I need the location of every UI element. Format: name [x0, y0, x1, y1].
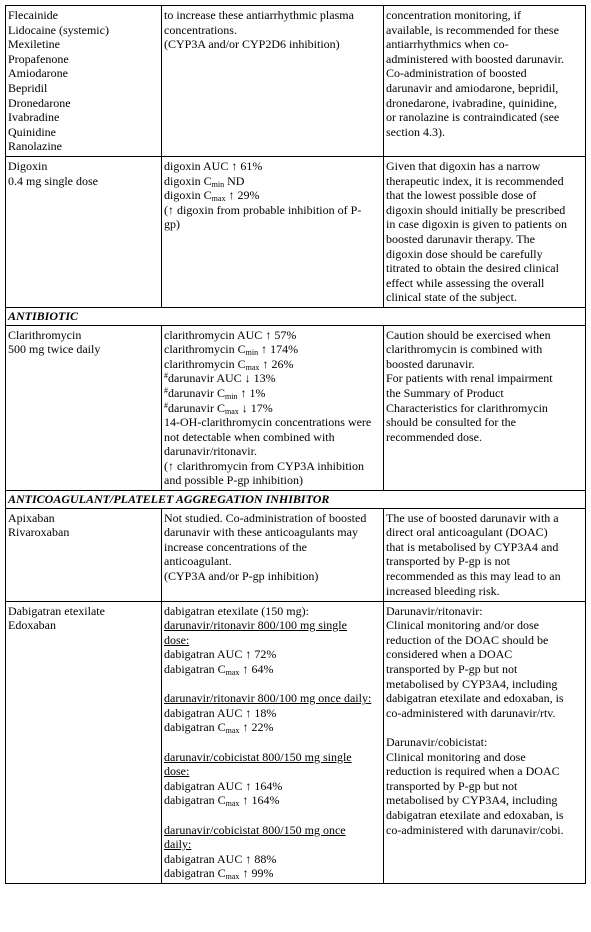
effect-text: #darunavir $C_{min}$ ↑ 1% — [164, 385, 266, 401]
section-header-antibiotic: ANTIBIOTIC — [6, 307, 586, 325]
drug-dose: 500 mg twice daily — [8, 342, 101, 357]
section-header-anticoagulant: ANTICOAGULANT/PLATELET AGGREGATION INHIBITOR — [6, 491, 586, 509]
effect-text: dabigatran AUC ↑ 72% — [164, 647, 277, 662]
drug-name: Edoxaban — [8, 618, 56, 633]
recommendation-text: boosted darunavir. — [386, 356, 475, 371]
effect-text: digoxin $C_{min}$ ND — [164, 173, 245, 189]
recommendation-text: Darunavir/cobicistat: — [386, 735, 488, 749]
drug-name: Flecainide — [8, 8, 58, 22]
drug-name: Digoxin — [8, 159, 48, 173]
recommendation-text: For patients with renal impairment — [386, 371, 553, 386]
regimen-heading: dose: — [164, 632, 190, 647]
effect-text: 14-OH-clarithromycin concentrations were — [164, 415, 372, 430]
recommendation-cell — [384, 6, 586, 157]
recommendation-text: administered with boosted darunavir. — [386, 51, 564, 66]
drug-name: Amiodarone — [8, 66, 68, 81]
effect-text: clarithromycin $C_{max}$ ↑ 26% — [164, 356, 294, 372]
effect-text: dabigatran AUC ↑ 88% — [164, 851, 277, 866]
effect-text: concentrations. — [164, 22, 237, 37]
recommendation-text: recommended dose. — [386, 429, 482, 444]
recommendation-text: titrated to obtain the desired clinical — [386, 261, 559, 276]
recommendation-text: transported by P-gp but not — [386, 778, 518, 793]
drug-name: Ivabradine — [8, 110, 60, 125]
drug-name: Rivaroxaban — [8, 525, 70, 540]
recommendation-text: direct oral anticoagulant (DOAC) — [386, 525, 548, 540]
effect-cell — [162, 157, 384, 308]
effect-text: digoxin AUC ↑ 61% — [164, 159, 263, 173]
effect-cell — [162, 508, 384, 601]
recommendation-text: in case digoxin is given to patients on — [386, 217, 567, 232]
recommendation-text: Given that digoxin has a narrow — [386, 159, 541, 173]
effect-cell — [162, 325, 384, 491]
effect-text: anticoagulant. — [164, 554, 232, 569]
drug-name: Lidocaine (systemic) — [8, 22, 109, 37]
effect-text: Not studied. Co-administration of boosted — [164, 510, 367, 525]
effect-text: darunavir with these anticoagulants may — [164, 525, 358, 540]
effect-text: #darunavir $C_{max}$ ↓ 17% — [164, 400, 273, 416]
recommendation-text: section 4.3). — [386, 124, 445, 139]
drug-cell — [6, 6, 162, 157]
regimen-heading: darunavir/cobicistat 800/150 mg once — [164, 822, 346, 837]
drug-cell — [6, 508, 162, 601]
spacer — [386, 720, 583, 735]
recommendation-text: digoxin should initially be prescribed — [386, 202, 566, 217]
effect-text: clarithromycin $C_{min}$ ↑ 174% — [164, 342, 299, 358]
drug-cell — [6, 601, 162, 883]
table-row-section-header — [6, 491, 586, 509]
table-row-clarithromycin — [6, 325, 586, 491]
recommendation-text: dabigatran etexilate and edoxaban, is — [386, 691, 564, 706]
drug-name: Mexiletine — [8, 37, 60, 52]
effect-text: dabigatran $C_{max}$ ↑ 99% — [164, 866, 274, 882]
effect-text: clarithromycin AUC ↑ 57% — [164, 327, 297, 342]
recommendation-text: co-administered with darunavir/cobi. — [386, 822, 564, 837]
recommendation-text: dronedarone, ivabradine, quinidine, — [386, 95, 557, 110]
effect-text: digoxin $C_{max}$ ↑ 29% — [164, 188, 260, 204]
recommendation-text: clarithromycin is combined with — [386, 342, 543, 357]
effect-text: dabigatran $C_{max}$ ↑ 64% — [164, 662, 274, 678]
recommendation-text: co-administered with darunavir/rtv. — [386, 705, 556, 720]
recommendation-cell — [384, 508, 586, 601]
recommendation-text: The use of boosted darunavir with a — [386, 510, 559, 525]
effect-text: dabigatran $C_{max}$ ↑ 164% — [164, 793, 280, 809]
effect-text: dabigatran AUC ↑ 164% — [164, 778, 283, 793]
effect-text: #darunavir AUC ↓ 13% — [164, 371, 276, 386]
recommendation-text: metabolised by CYP3A4, including — [386, 676, 558, 691]
recommendation-text: Darunavir/ritonavir: — [386, 603, 483, 618]
effect-cell — [162, 601, 384, 883]
recommendation-text: Co-administration of boosted — [386, 66, 527, 81]
recommendation-cell — [384, 601, 586, 883]
effect-text: (↑ clarithromycin from CYP3A inhibition — [164, 458, 364, 473]
recommendation-text: clinical state of the subject. — [386, 290, 517, 305]
table-row-digoxin — [6, 157, 586, 308]
drug-name: Dabigatran etexilate — [8, 603, 105, 618]
effect-text: dabigatran etexilate (150 mg): — [164, 603, 309, 618]
spacer — [164, 735, 381, 750]
table-row-antiarrhythmics — [6, 6, 586, 157]
effect-text: (CYP3A and/or CYP2D6 inhibition) — [164, 37, 340, 52]
effect-text: to increase these antiarrhythmic plasma — [164, 8, 354, 22]
recommendation-text: concentration monitoring, if — [386, 8, 521, 22]
regimen-heading: darunavir/ritonavir 800/100 mg single — [164, 618, 347, 633]
recommendation-text: effect while assessing the overall — [386, 275, 545, 290]
recommendation-text: the Summary of Product — [386, 385, 504, 400]
effect-text: not detectable when combined with — [164, 429, 335, 444]
effect-text: dabigatran $C_{max}$ ↑ 22% — [164, 720, 274, 736]
effect-text: (↑ digoxin from probable inhibition of P- — [164, 202, 362, 217]
drug-name: Propafenone — [8, 51, 69, 66]
recommendation-text: considered when a DOAC — [386, 647, 513, 662]
recommendation-text: dabigatran etexilate and edoxaban, is — [386, 807, 564, 822]
drug-cell — [6, 157, 162, 308]
recommendation-text: or ranolazine is contraindicated (see — [386, 110, 560, 125]
regimen-heading: darunavir/cobicistat 800/150 mg single — [164, 749, 352, 764]
regimen-heading: darunavir/ritonavir 800/100 mg once daily: — [164, 691, 372, 706]
drug-name: Bepridil — [8, 80, 48, 95]
effect-text: gp) — [164, 217, 180, 232]
recommendation-text: metabolised by CYP3A4, including — [386, 793, 558, 808]
regimen-heading: daily: — [164, 837, 192, 852]
recommendation-text: recommended as this may lead to an — [386, 569, 561, 584]
effect-text: darunavir/ritonavir. — [164, 444, 257, 459]
regimen-heading: dose: — [164, 764, 190, 779]
recommendation-text: darunavir and amiodarone, bepridil, — [386, 80, 559, 95]
recommendation-text: transported by P-gp but not — [386, 662, 518, 677]
recommendation-text: should be consulted for the — [386, 415, 516, 430]
recommendation-text: Characteristics for clarithromycin — [386, 400, 548, 415]
effect-cell — [162, 6, 384, 157]
recommendation-text: therapeutic index, it is recommended — [386, 173, 564, 188]
recommendation-text: that the lowest possible dose of — [386, 188, 537, 203]
recommendation-text: reduction of the DOAC should be — [386, 632, 549, 647]
recommendation-text: boosted darunavir therapy. The — [386, 231, 535, 246]
drug-name: Dronedarone — [8, 95, 71, 110]
spacer — [164, 808, 381, 823]
recommendation-text: Caution should be exercised when — [386, 327, 551, 342]
recommendation-cell — [384, 157, 586, 308]
drug-name: Ranolazine — [8, 139, 62, 154]
drug-dose: 0.4 mg single dose — [8, 173, 98, 188]
recommendation-text: Clinical monitoring and/or dose — [386, 618, 539, 633]
effect-text: (CYP3A and/or P-gp inhibition) — [164, 569, 319, 584]
table-row-dabigatran — [6, 601, 586, 883]
effect-text: dabigatran AUC ↑ 18% — [164, 705, 277, 720]
drug-cell — [6, 325, 162, 491]
effect-text: increase concentrations of the — [164, 539, 307, 554]
recommendation-text: digoxin dose should be carefully — [386, 246, 543, 261]
recommendation-text: increased bleeding risk. — [386, 583, 500, 598]
drug-name: Apixaban — [8, 510, 55, 525]
spacer — [164, 677, 381, 692]
effect-text: and possible P-gp inhibition) — [164, 473, 303, 488]
recommendation-cell — [384, 325, 586, 491]
recommendation-text: reduction is required when a DOAC — [386, 764, 560, 779]
recommendation-text: transported by P-gp is not — [386, 554, 510, 569]
drug-name: Quinidine — [8, 124, 56, 139]
recommendation-text: Clinical monitoring and dose — [386, 749, 526, 764]
recommendation-text: antiarrhythmics when co- — [386, 37, 509, 52]
table-row-section-header — [6, 307, 586, 325]
drug-name: Clarithromycin — [8, 327, 82, 342]
recommendation-text: available, is recommended for these — [386, 22, 559, 37]
recommendation-text: that is metabolised by CYP3A4 and — [386, 539, 559, 554]
interaction-table — [5, 5, 586, 884]
table-row-apixaban — [6, 508, 586, 601]
